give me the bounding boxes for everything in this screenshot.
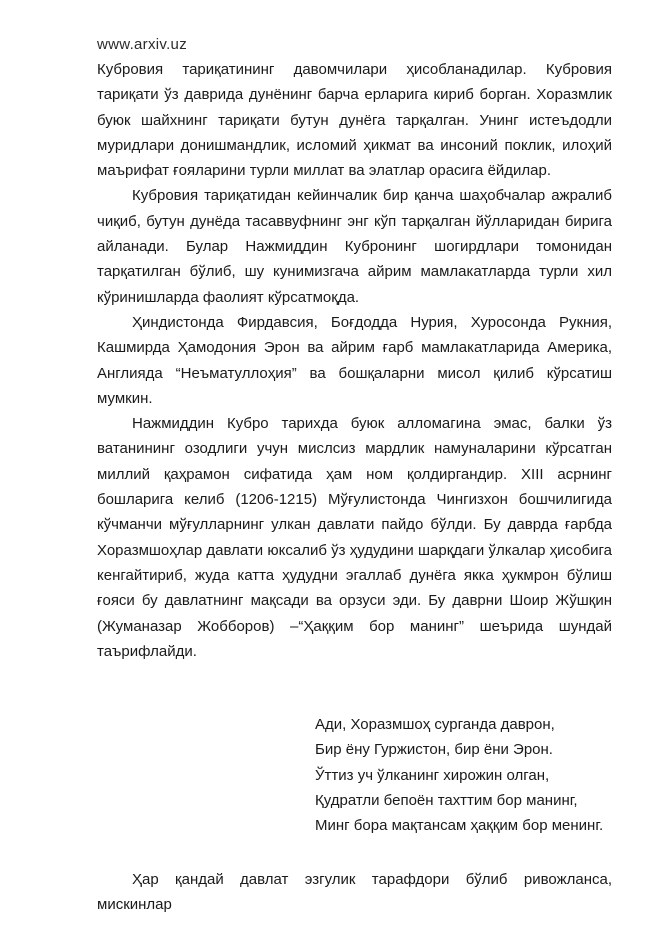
paragraph-kubroviya-spread: Кубровия тариқатининг давомчилари ҳисобланадилар. Кубровия тариқати ўз даврида дунёнинг барча ерларига кириб борган. Хоразмлик буюк шайхнинг тариқати бутун дунёга тарқалган. Унинг истеъдодли муридлари донишмандлик, исломий ҳикмат ва инсоний поклик, илоҳий маърифат ғояларини турли миллат ва элатлар орасига ёйдилар.	[97, 61, 612, 180]
paragraph-closing: Ҳар қандай давлат эзгулик тарафдори бўлиб ривожланса, мискинлар	[97, 870, 612, 913]
poem-line: Бир ёну Гуржистон, бир ёни Эрон.	[315, 741, 553, 759]
poem-line: Минг бора мақтансам ҳаққим бор менинг.	[315, 817, 604, 835]
poem-block	[315, 712, 612, 838]
paragraph-branches: Кубровия тариқатидан кейинчалик бир қанча шаҳобчалар ажралиб чиқиб, бутун дунёда тасаввуфнинг энг кўп тарқалган йўлларидан бирига айланади. Булар Нажмиддин Кубронинг шогирдлари томонидан тарқатилган бўлиб, шу кунимизгача айрим мамлакатларда турли хил кўринишларда фаолият кўрсатмоқда.	[97, 187, 612, 306]
paragraph-countries: Ҳиндистонда Фирдавсия, Боғдодда Нурия, Хуросонда Рукния, Кашмирда Ҳамодония Эрон ва айрим ғарб мамлакатларида Америка, Англияда “Неъматуллоҳия” ва бошқаларни мисол қилиб кўрсатиш мумкин.	[97, 313, 612, 407]
document-page	[97, 36, 612, 917]
paragraph-national-hero: Нажмиддин Кубро тарихда буюк алломагина эмас, балки ўз ватанининг озодлиги учун мислсиз мардлик намуналарини кўрсатган миллий қаҳрамон сифатида ҳам ном қолдиргандир. XIII асрнинг бошларига келиб (1206-1215) Мўғулистонда Чингизхон бошчилигида кўчманчи мўғулларнинг улкан давлати пайдо бўлди. Бу даврда ғарбда Хоразмшоҳлар давлати юксалиб ўз ҳудудини шарқдаги ўлкалар ҳисобига кенгайтириб, жуда катта ҳудудни эгаллаб дунёга якка ҳукмрон бўлиш ғояси бу давлатнинг мақсади ва орзуси эди. Бу даврни Шоир Жўшқин (Жуманазар Жобборов) –“Ҳаққим бор манинг” шеърида шундай таърифлайди.	[97, 415, 612, 660]
poem-line: Ўттиз уч ўлканинг хирожин олган,	[315, 766, 550, 784]
site-watermark: www.arxiv.uz	[97, 36, 188, 53]
poem-line: Қудратли бепоён тахттим бор манинг,	[315, 792, 578, 810]
poem-line: Ади, Хоразмшоҳ сурганда даврон,	[315, 716, 555, 734]
